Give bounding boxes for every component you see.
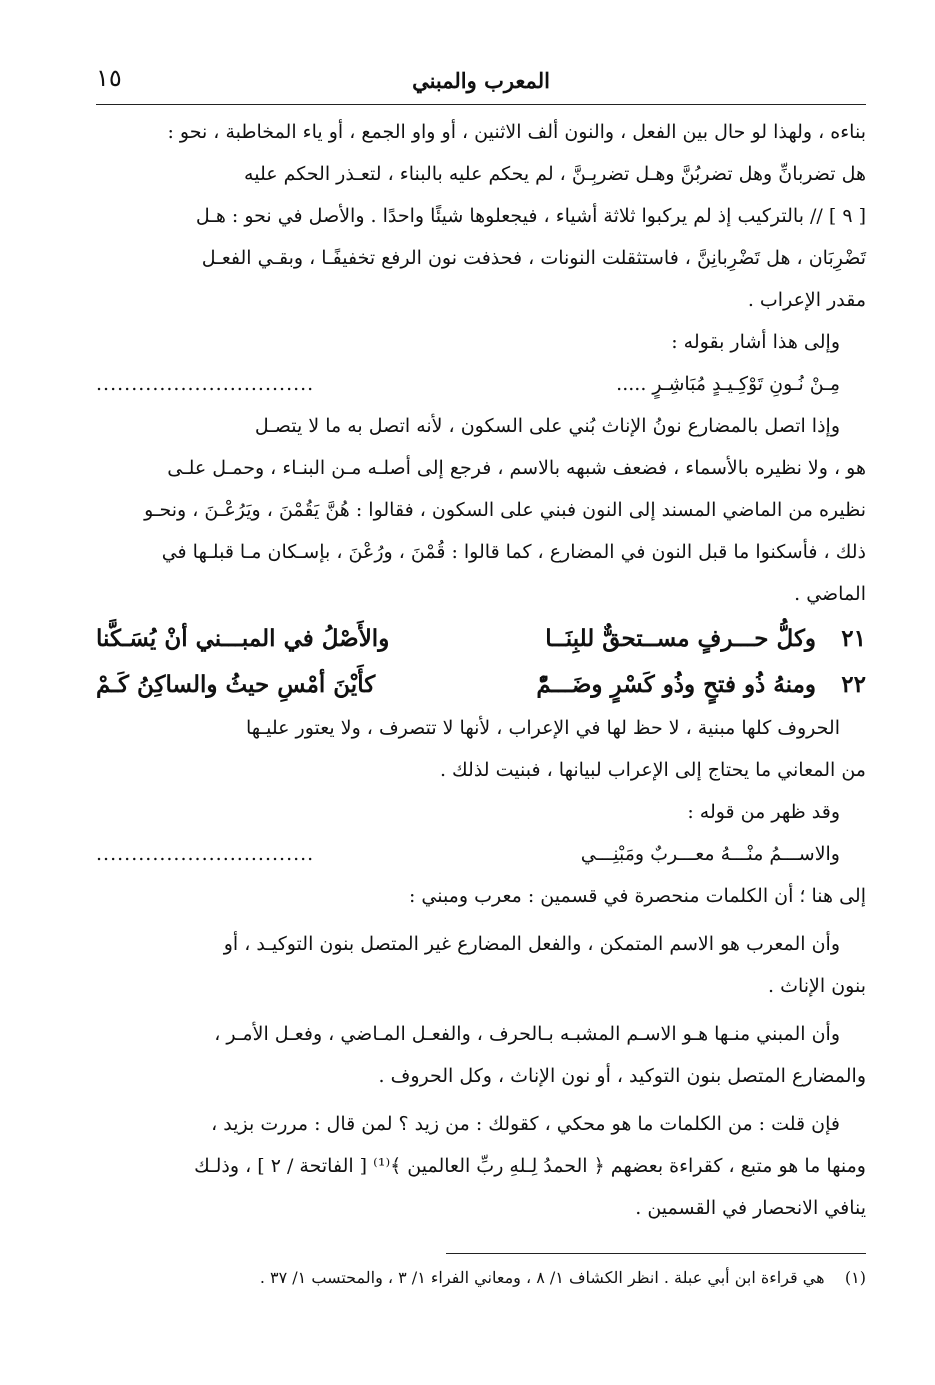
body-text <box>96 111 866 1229</box>
paragraph-line: وأن المعرب هو الاسم المتمكن ، والفعل المضارع غير المتصل بنون التوكيـد ، أو <box>223 933 840 955</box>
paragraph-line: وإذا اتصل بالمضارع نونُ الإناث بُني على السكون ، لأنه اتصل به ما لا يتصـل <box>254 415 840 437</box>
verse-hemistich-first: ومنهُ ذُو فتحٍ وذُو كَسْرٍ وضَـــمّْ <box>536 670 816 698</box>
verse-number: ٢٢ <box>841 670 866 698</box>
verse-hemistich-second: ............................... <box>96 843 315 865</box>
paragraph-line: هل تضربانِّ وهل تضربُنَّ وهـل تضربِـنَّ ، لم يحكم عليه بالبناء ، لتعـذر الحكم عليه <box>244 163 866 185</box>
footnote-marker: (١) <box>844 1268 866 1287</box>
page-header <box>96 58 866 105</box>
paragraph-line: إلى هنا ؛ أن الكلمات منحصرة في قسمين : معرب ومبني : <box>408 885 866 907</box>
poem-verse <box>96 661 866 707</box>
page-number: ١٥ <box>96 64 122 92</box>
verse-hemistich-first: والاســـمُ منْـــهُ معـــربٌ ومَبْنِـــي <box>580 843 840 865</box>
paragraph-line: تَضْرِبَان ، هل تَضْرِبانِنَّ ، فاستثقلت النونات ، فحذفت نون الرفع تخفيفًـا ، وبقـي الفعـل <box>201 247 866 269</box>
paragraph-line: هو ، ولا نظيره بالأسماء ، فضعف شبهه بالاسم ، فرجع إلى أصلـه مـن البنـاء ، وحمـل علـى <box>167 457 866 479</box>
paragraph-line: بنون الإناث . <box>768 975 866 997</box>
verse-hemistich-second: كأَيْنَ أمْسِ حيثُ والساكِنُ كَـمْ <box>96 670 376 698</box>
verse-hemistich-second: ............................... <box>96 373 315 395</box>
paragraph-line: والمضارع المتصل بنون التوكيد ، أو نون الإناث ، وكل الحروف . <box>378 1065 866 1087</box>
paragraph-line: الحروف كلها مبنية ، لا حظ لها في الإعراب ، لأنها لا تتصرف ، ولا يعتور عليـها <box>246 717 840 739</box>
verse-hemistich-first: مِـنْ نُـونِ تَوْكِـيـدٍ مُبَاشِـرٍ ..... <box>616 373 840 395</box>
paragraph-line: وقد ظهر من قوله : <box>687 801 840 823</box>
verse-number: ٢١ <box>841 624 866 652</box>
paragraph-line: فإن قلت : من الكلمات ما هو محكي ، كقولك : من زيد ؟ لمن قال : مررت بزيد ، <box>211 1113 840 1135</box>
footnote <box>96 1258 866 1298</box>
paragraph-line: ومنها ما هو متبع ، كقراءة بعضهم ﴿ الحمدُ لِـلهِ ربِّ العالمين ﴾⁽¹⁾ [ الفاتحة / ٢ ] ، وذلـك <box>194 1155 866 1177</box>
verse-hemistich-second: والأَصْلُ في المبـــني أنْ يُسَـكَّنا <box>96 624 390 652</box>
paragraph-line: الماضي . <box>794 583 866 605</box>
poem-verse <box>96 615 866 661</box>
paragraph-line: وأن المبني منـها هـو الاسـم المشبـه بـالحرف ، والفعـل المـاضي ، وفعـل الأمـر ، <box>214 1023 840 1045</box>
running-title: المعرب والمبني <box>412 68 550 93</box>
paragraph-line: وإلى هذا أشار بقوله : <box>671 331 840 353</box>
paragraph-line: مقدر الإعراب . <box>747 289 866 311</box>
quoted-verse <box>96 833 866 875</box>
book-page <box>96 58 866 1298</box>
verse-hemistich-first: وكلُّ حـــرفٍ مســتحقٌّ للبِنَــا <box>545 624 816 652</box>
paragraph-line: نظيره من الماضي المسند إلى النون فبني على السكون ، فقالوا : هُنَّ يَقُمْنَ ، ويَرُعْـنَ ، ونحـو <box>144 499 866 521</box>
quoted-verse <box>96 363 866 405</box>
paragraph-line: ذلك ، فأسكنوا ما قبل النون في المضارع ، كما قالوا : قُمْنَ ، ورُعْنَ ، بإسـكان مـا قبلـها في <box>161 541 866 563</box>
paragraph-line: من المعاني ما يحتاج إلى الإعراب لبيانها ، فبنيت لذلك . <box>439 759 866 781</box>
paragraph-line: [ ٩ ] // بالتركيب إذ لم يركبوا ثلاثة أشياء ، فيجعلوها شيئًا واحدًا . والأصل في نحو : هـل <box>195 205 866 227</box>
paragraph-line: بناءه ، ولهذا لو حال بين الفعل ، والنون ألف الاثنين ، أو واو الجمع ، أو ياء المخاطبة ، نحو : <box>167 121 866 143</box>
footnote-separator <box>446 1253 866 1254</box>
paragraph-line: ينافي الانحصار في القسمين . <box>635 1197 866 1219</box>
footnote-text: هي قراءة ابن أبي عبلة . انظر الكشاف ١/ ٨ ، ومعاني الفراء ١/ ٣ ، والمحتسب ١/ ٣٧ . <box>259 1268 825 1287</box>
